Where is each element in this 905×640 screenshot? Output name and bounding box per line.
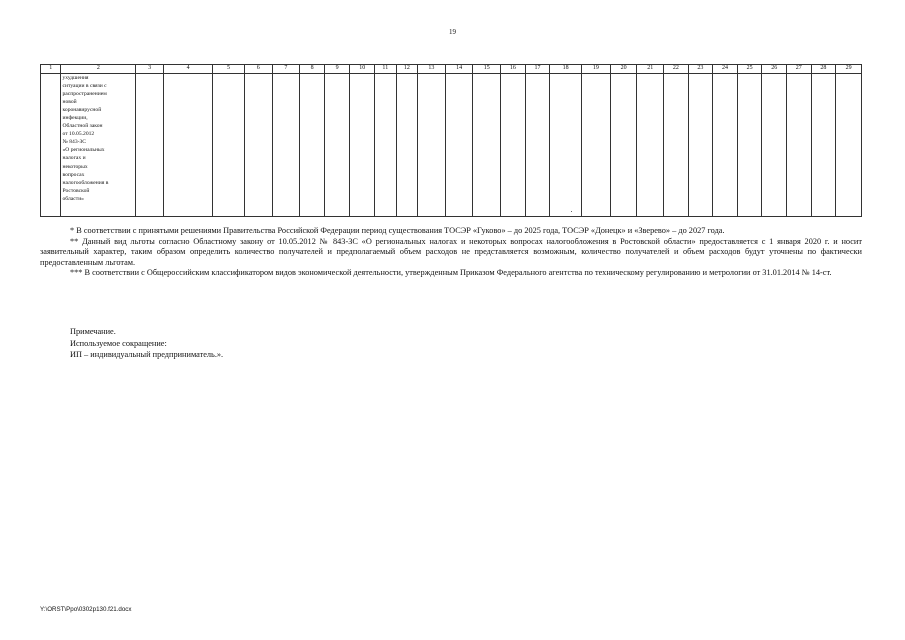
data-table: [40, 64, 862, 217]
table-cell: [473, 73, 501, 216]
column-number: 12: [396, 65, 418, 74]
column-number: 8: [300, 65, 325, 74]
column-number: 1: [41, 65, 61, 74]
column-number: 13: [418, 65, 446, 74]
table-cell: [350, 73, 375, 216]
table-cell: [213, 73, 245, 216]
cell-line: новой: [62, 98, 77, 105]
table-cell: [41, 73, 61, 216]
table-cell: [787, 73, 812, 216]
remark-title: Примечание.: [70, 327, 116, 336]
table-cell: [688, 73, 713, 216]
remark-subtitle: Используемое сокращение:: [70, 338, 167, 348]
cell-line: «О региональных: [62, 147, 105, 154]
column-number: 22: [664, 65, 689, 74]
column-number: 28: [811, 65, 836, 74]
table-cell: [272, 73, 300, 216]
cell-line: коронавирусной: [62, 106, 102, 113]
remark-abbreviation: ИП – индивидуальный предприниматель.».: [70, 350, 224, 359]
table-cell: [501, 73, 526, 216]
column-number: 21: [637, 65, 664, 74]
table-cell: [163, 73, 212, 216]
column-number: 19: [582, 65, 611, 74]
cell-line: ситуации в связи с: [62, 82, 107, 89]
column-number: 24: [713, 65, 738, 74]
column-number: 23: [688, 65, 713, 74]
cell-line: распространением: [62, 90, 107, 97]
footnote-2: ** Данный вид льготы согласно Областному закону от 10.05.2012 № 843-ЗС «О региональных налогах и некоторых вопросах налогообложения в Ростовской области» предоставляется с 1 января 2020 г. и носит заявительный характер, таким образом определить количество получателей и предполагаемый объем расходов не представляется возможным, количество получателей и объем расходов будут уточнены по фактически предоставленным льготам.: [40, 236, 862, 267]
cell-line: инфекции,: [62, 114, 88, 121]
column-number: 18: [550, 65, 582, 74]
page-number: 19: [449, 28, 456, 36]
table-cell: [637, 73, 664, 216]
column-number: 11: [375, 65, 397, 74]
description-cell: [61, 73, 136, 216]
column-number: 6: [244, 65, 272, 74]
column-number: 25: [737, 65, 762, 74]
table-cell: [375, 73, 397, 216]
column-number-row: [41, 65, 862, 74]
table-cell: [418, 73, 446, 216]
column-number: 3: [136, 65, 164, 74]
footnotes: [40, 226, 862, 279]
table-cell: [445, 73, 473, 216]
column-number: 27: [787, 65, 812, 74]
column-number: 14: [445, 65, 473, 74]
table-cell: [136, 73, 164, 216]
cell-line: № 843-ЗС: [62, 139, 87, 146]
table-cell: [324, 73, 350, 216]
table-cell: [811, 73, 836, 216]
scan-dot: [571, 211, 572, 212]
column-number: 4: [163, 65, 212, 74]
footer-file-path: Y:\ORST\Ppo\0302p130.f21.docx: [40, 606, 132, 613]
cell-line: ухудшения: [62, 74, 89, 81]
footnote-3: *** В соответствии с Общероссийским классификатором видов экономической деятельности, утвержденным Приказом Федерального агентства по техническому регулированию и метрологии от 31.01.2014 № 14-ст.: [70, 268, 832, 278]
column-number: 15: [473, 65, 501, 74]
table-cell: [244, 73, 272, 216]
column-number: 17: [525, 65, 550, 74]
table-row: [41, 73, 862, 216]
cell-line: Областной закон: [62, 123, 103, 130]
cell-line: некоторых: [62, 163, 88, 170]
column-number: 5: [213, 65, 245, 74]
cell-line: от 10.05.2012: [62, 131, 95, 138]
table-cell: [550, 73, 582, 216]
column-number: 26: [762, 65, 787, 74]
table-cell: [582, 73, 611, 216]
table-cell: [525, 73, 550, 216]
cell-line: вопросах: [62, 171, 85, 178]
table-cell: [836, 73, 862, 216]
column-number: 16: [501, 65, 526, 74]
table-cell: [713, 73, 738, 216]
table-cell: [762, 73, 787, 216]
cell-line: налогах и: [62, 155, 86, 162]
column-number: 10: [350, 65, 375, 74]
cell-line: области»: [62, 195, 84, 202]
column-number: 20: [610, 65, 637, 74]
table-cell: [300, 73, 325, 216]
column-number: 29: [836, 65, 862, 74]
column-number: 7: [272, 65, 300, 74]
cell-line: Ростовской: [62, 187, 90, 194]
column-number: 2: [61, 65, 136, 74]
remark-block: [70, 326, 223, 361]
column-number: 9: [324, 65, 350, 74]
table-cell: [664, 73, 689, 216]
table-cell: [396, 73, 418, 216]
table-cell: [610, 73, 637, 216]
cell-line: налогообложения в: [62, 179, 109, 186]
table-cell: [737, 73, 762, 216]
footnote-1: * В соответствии с принятыми решениями Правительства Российской Федерации период существования ТОСЭР «Гуково» – до 2025 года, ТОСЭР «Донецк» и «Зверево» – до 2027 года.: [70, 226, 725, 235]
